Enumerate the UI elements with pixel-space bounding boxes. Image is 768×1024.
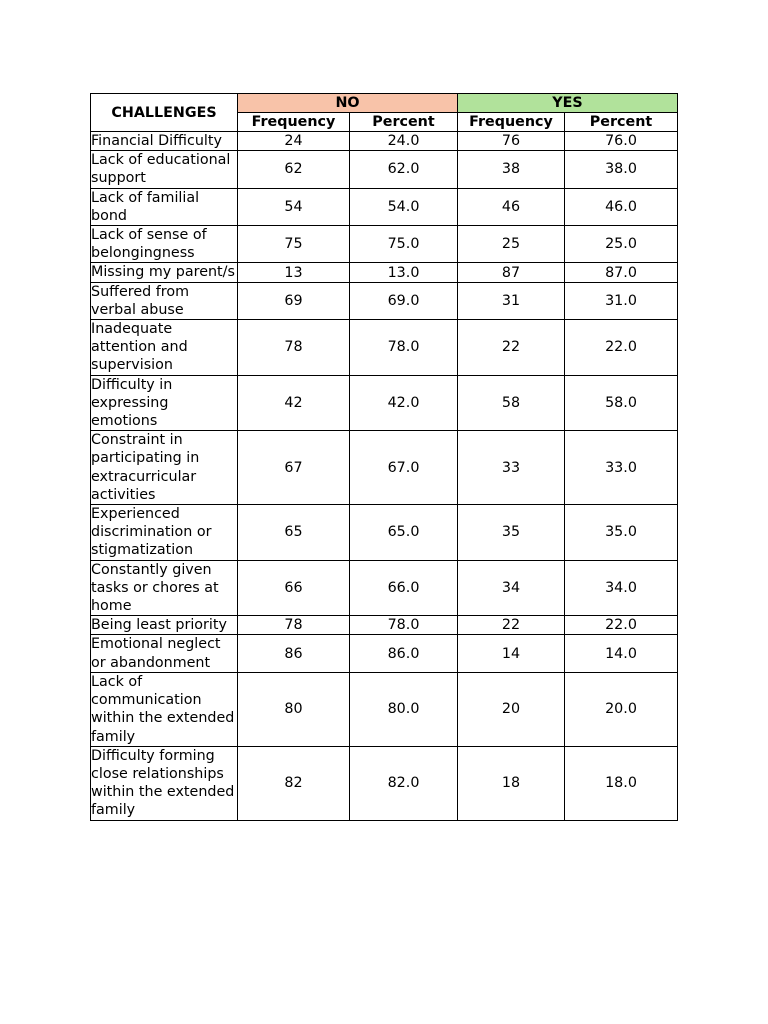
no-percent-cell: 42.0: [350, 375, 458, 431]
no-percent-cell: 13.0: [350, 263, 458, 282]
table-row: [91, 320, 678, 376]
no-frequency-cell: 80: [238, 672, 350, 746]
yes-percent-cell: 25.0: [565, 226, 678, 263]
no-percent-header: Percent: [350, 113, 458, 132]
no-percent-cell: 66.0: [350, 560, 458, 616]
yes-frequency-cell: 34: [458, 560, 565, 616]
no-frequency-cell: 67: [238, 431, 350, 505]
table-row: [91, 132, 678, 151]
table-row: [91, 282, 678, 319]
yes-percent-cell: 18.0: [565, 746, 678, 820]
no-frequency-cell: 42: [238, 375, 350, 431]
no-frequency-cell: 66: [238, 560, 350, 616]
no-percent-cell: 54.0: [350, 188, 458, 225]
challenge-name: Constraint in participating in extracurricular activities: [91, 431, 238, 505]
table-row: [91, 375, 678, 431]
no-frequency-cell: 78: [238, 616, 350, 635]
yes-percent-cell: 38.0: [565, 151, 678, 188]
no-percent-cell: 82.0: [350, 746, 458, 820]
no-frequency-cell: 54: [238, 188, 350, 225]
no-percent-cell: 78.0: [350, 320, 458, 376]
no-percent-cell: 80.0: [350, 672, 458, 746]
yes-percent-cell: 34.0: [565, 560, 678, 616]
table-row: [91, 226, 678, 263]
challenge-name: Difficulty forming close relationships within the extended family: [91, 746, 238, 820]
yes-frequency-cell: 58: [458, 375, 565, 431]
yes-frequency-cell: 31: [458, 282, 565, 319]
table-body: [91, 132, 678, 821]
yes-frequency-cell: 46: [458, 188, 565, 225]
no-group-header: NO: [238, 94, 458, 113]
yes-frequency-cell: 38: [458, 151, 565, 188]
no-percent-cell: 86.0: [350, 635, 458, 672]
table-row: [91, 263, 678, 282]
challenge-name: Constantly given tasks or chores at home: [91, 560, 238, 616]
challenge-name: Lack of communication within the extended family: [91, 672, 238, 746]
no-percent-cell: 69.0: [350, 282, 458, 319]
challenge-name: Experienced discrimination or stigmatization: [91, 505, 238, 561]
no-percent-cell: 67.0: [350, 431, 458, 505]
challenge-name: Emotional neglect or abandonment: [91, 635, 238, 672]
table-row: [91, 431, 678, 505]
yes-group-header: YES: [458, 94, 678, 113]
challenge-name: Lack of educational support: [91, 151, 238, 188]
no-frequency-cell: 69: [238, 282, 350, 319]
yes-frequency-cell: 22: [458, 616, 565, 635]
yes-frequency-cell: 25: [458, 226, 565, 263]
table-row: [91, 616, 678, 635]
yes-percent-cell: 46.0: [565, 188, 678, 225]
yes-frequency-cell: 35: [458, 505, 565, 561]
challenge-name: Missing my parent/s: [91, 263, 238, 282]
yes-percent-cell: 22.0: [565, 320, 678, 376]
table-row: [91, 505, 678, 561]
table-header: [91, 94, 678, 132]
yes-percent-cell: 20.0: [565, 672, 678, 746]
yes-percent-cell: 35.0: [565, 505, 678, 561]
yes-frequency-cell: 22: [458, 320, 565, 376]
table-row: [91, 151, 678, 188]
challenge-name: Lack of familial bond: [91, 188, 238, 225]
table-row: [91, 188, 678, 225]
table-row: [91, 635, 678, 672]
yes-frequency-cell: 20: [458, 672, 565, 746]
no-percent-cell: 65.0: [350, 505, 458, 561]
table-row: [91, 672, 678, 746]
header-row-groups: [91, 94, 678, 113]
no-frequency-cell: 78: [238, 320, 350, 376]
yes-frequency-cell: 33: [458, 431, 565, 505]
table-row: [91, 746, 678, 820]
yes-frequency-header: Frequency: [458, 113, 565, 132]
yes-frequency-cell: 76: [458, 132, 565, 151]
table-row: [91, 560, 678, 616]
no-frequency-cell: 75: [238, 226, 350, 263]
challenge-name: Difficulty in expressing emotions: [91, 375, 238, 431]
yes-percent-cell: 31.0: [565, 282, 678, 319]
no-percent-cell: 62.0: [350, 151, 458, 188]
challenge-name: Being least priority: [91, 616, 238, 635]
no-frequency-cell: 86: [238, 635, 350, 672]
challenge-name: Lack of sense of belongingness: [91, 226, 238, 263]
no-frequency-header: Frequency: [238, 113, 350, 132]
challenges-column-header: CHALLENGES: [91, 94, 238, 132]
yes-percent-cell: 87.0: [565, 263, 678, 282]
challenge-name: Inadequate attention and supervision: [91, 320, 238, 376]
yes-percent-cell: 22.0: [565, 616, 678, 635]
no-frequency-cell: 24: [238, 132, 350, 151]
yes-percent-cell: 58.0: [565, 375, 678, 431]
no-frequency-cell: 82: [238, 746, 350, 820]
no-frequency-cell: 62: [238, 151, 350, 188]
yes-percent-cell: 33.0: [565, 431, 678, 505]
no-percent-cell: 24.0: [350, 132, 458, 151]
no-percent-cell: 75.0: [350, 226, 458, 263]
yes-frequency-cell: 14: [458, 635, 565, 672]
challenges-table: [90, 93, 678, 821]
yes-frequency-cell: 87: [458, 263, 565, 282]
no-frequency-cell: 65: [238, 505, 350, 561]
yes-percent-cell: 76.0: [565, 132, 678, 151]
yes-percent-header: Percent: [565, 113, 678, 132]
no-frequency-cell: 13: [238, 263, 350, 282]
challenge-name: Suffered from verbal abuse: [91, 282, 238, 319]
yes-frequency-cell: 18: [458, 746, 565, 820]
yes-percent-cell: 14.0: [565, 635, 678, 672]
challenge-name: Financial Difficulty: [91, 132, 238, 151]
no-percent-cell: 78.0: [350, 616, 458, 635]
